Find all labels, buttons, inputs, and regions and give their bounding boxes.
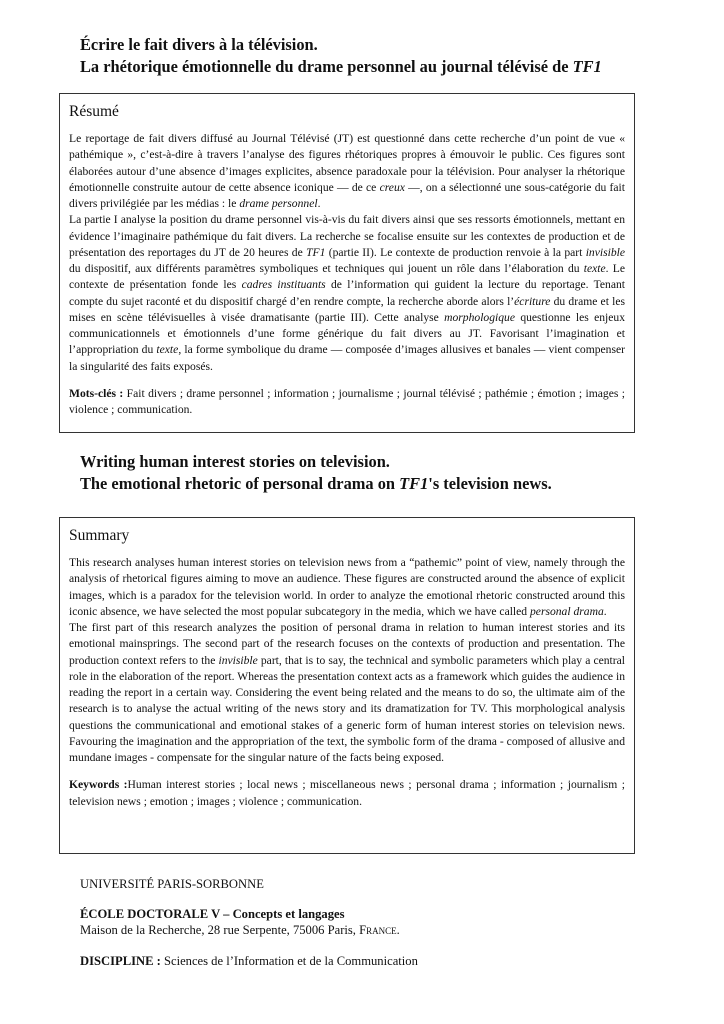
text-run: (partie II). Le contexte de production renvoie à la part bbox=[325, 245, 586, 259]
english-title-line-1: Writing human interest stories on television. bbox=[80, 452, 390, 471]
resume-heading: Résumé bbox=[69, 103, 119, 120]
doctoral-school-name: ÉCOLE DOCTORALE V – Concepts et langages bbox=[80, 907, 345, 921]
english-title-line-2-pre: The emotional rhetoric of personal drama on bbox=[80, 474, 400, 493]
summary-keywords-list: Human interest stories ; local news ; miscellaneous news ; personal drama ; information ; journalism ; television news ; emotion ; images ; violence ; communication. bbox=[69, 778, 625, 808]
resume-keywords bbox=[69, 386, 625, 419]
italic-term: drame personnel bbox=[239, 197, 318, 210]
text-run: questionne les enjeux communicationnels et émotionnels d’une forme générique du fait divers au JT. Favorisant l’imagination et l’appropriation du bbox=[69, 310, 626, 357]
text-run: The first part of this research analyzes the position of personal drama in relation to human interest stories and its emotional mainsprings. The second part of the research focuses on the contexts of production and presentation. The production context refers to the bbox=[69, 621, 625, 667]
resume-box bbox=[59, 93, 635, 433]
discipline-label: DISCIPLINE : bbox=[80, 954, 161, 968]
discipline-value: Sciences de l’Information et de la Communication bbox=[160, 954, 418, 968]
italic-term: creux bbox=[379, 180, 405, 194]
summary-keywords bbox=[69, 777, 625, 810]
french-title-line-2-text: La rhétorique émotionnelle du drame personnel au journal télévisé de bbox=[80, 57, 573, 76]
italic-term: cadres instituants bbox=[241, 278, 326, 292]
text-run: , la forme symbolique du drame — composée d’images allusives et banales — vient compenser la singularité des faits exposés. bbox=[69, 343, 625, 373]
summary-heading: Summary bbox=[69, 527, 130, 544]
text-run: Le reportage de fait divers diffusé au Journal Télévisé (JT) est questionné dans cette recherche d’un point de vue « pathémique », c’est-à-dire à travers l’analyse des figures rhétoriques propres à émouvoir le public. Ces figures sont élaborées autour d’une absence d’images explicites, absence paradoxale pour la télévision. Pour analyser la rhétorique émotionnelle construite autour de cette absence iconique — de ce bbox=[69, 132, 625, 194]
italic-term: TF1 bbox=[306, 245, 326, 259]
discipline bbox=[80, 953, 680, 969]
doctoral-school bbox=[80, 906, 680, 938]
doctoral-school-address bbox=[80, 922, 680, 938]
french-title bbox=[80, 34, 680, 78]
italic-term: écriture bbox=[514, 294, 551, 308]
italic-term: invisible bbox=[585, 245, 625, 259]
text-run: . bbox=[317, 197, 321, 210]
text-run: . Le contexte de présentation fonde les bbox=[69, 262, 625, 292]
address-country: France bbox=[359, 923, 397, 937]
italic-term: personal drama bbox=[530, 604, 604, 618]
english-title bbox=[80, 451, 680, 495]
summary-paragraph-1 bbox=[69, 555, 625, 620]
resume-keywords-list: Fait divers ; drame personnel ; information ; journalisme ; journal télévisé ; pathémie ; émotion ; images ; violence ; communication. bbox=[69, 386, 625, 416]
text-run: part, that is to say, the technical and symbolic parameters which play a central role in the elaboration of the report. Whereas the presentation context acts as a framework which guides the audience in reading the report in a certain way. Considering the event being related and the means to do so, the ultimate aim of the research is to analyse the actual writing of the news story and its dramatization for TV. This morphological analysis questions the communicational and emotional stakes of a generic form of human interest stories on television news. Favouring the imagination and the appropriation of the text, the symbolic form of the drama - composed of allusive and mundane images - compensate for the singular nature of the facts being exposed. bbox=[69, 653, 625, 764]
text-run: La partie I analyse la position du drame personnel vis-à-vis du fait divers ainsi que ses ressorts émotionnels, mettant en évidence l’imaginaire pathémique du fait divers. La recherche se focalise ensuite sur les contextes de production et de présentation des reportages du JT de 20 heures de bbox=[69, 213, 625, 259]
resume-paragraph-1 bbox=[69, 131, 625, 212]
italic-term: invisible bbox=[218, 653, 258, 667]
english-title-line-2 bbox=[80, 473, 680, 495]
french-title-line-2 bbox=[80, 56, 680, 78]
text-run: du dispositif, aux différents paramètres symboliques et techniques qui jouent un rôle dans l’élaboration du bbox=[69, 262, 584, 275]
address-text: Maison de la Recherche, 28 rue Serpente, 75006 Paris, bbox=[80, 923, 360, 937]
english-title-tf1: TF1 bbox=[399, 474, 429, 493]
english-title-line-2-post: 's television news. bbox=[428, 474, 552, 493]
italic-term: texte bbox=[156, 343, 179, 357]
text-run: de l’information qui guident la lecture du reportage. Tenant compte du sujet raconté et du dispositif chargé d’en rendre compte, la recherche aborde alors l’ bbox=[69, 278, 625, 308]
summary-keywords-label: Keywords : bbox=[69, 778, 128, 792]
french-title-line-1: Écrire le fait divers à la télévision. bbox=[80, 35, 318, 54]
text-run: . bbox=[603, 604, 607, 618]
italic-term: morphologique bbox=[444, 310, 515, 324]
text-run: —, on a sélectionné une sous-catégorie du fait divers privilégiée par les médias : le bbox=[69, 180, 625, 210]
text-run: This research analyses human interest stories on television news from a “pathemic” point of view, namely through the analysis of rhetorical figures aiming to move an audience. These figures are constructed around the absence of explicit images, which is a paradox for the television world. In order to analyze the emotional rhetoric constructed around this iconic absence, we have selected the most popular subcategory in the media, which we have called bbox=[69, 556, 625, 618]
french-title-tf1: TF1 bbox=[572, 57, 602, 76]
summary-box bbox=[59, 517, 635, 854]
text-run: du drame et les mises en scène télévisuelles à visée dramatisante (partie III). Cette analyse bbox=[69, 294, 625, 324]
italic-term: texte bbox=[583, 262, 606, 275]
university-name: UNIVERSITÉ PARIS-SORBONNE bbox=[80, 877, 264, 891]
resume-paragraph-2 bbox=[69, 212, 625, 375]
address-end: . bbox=[396, 923, 400, 937]
summary-paragraph-2 bbox=[69, 620, 625, 766]
resume-keywords-label: Mots-clés : bbox=[69, 386, 124, 400]
